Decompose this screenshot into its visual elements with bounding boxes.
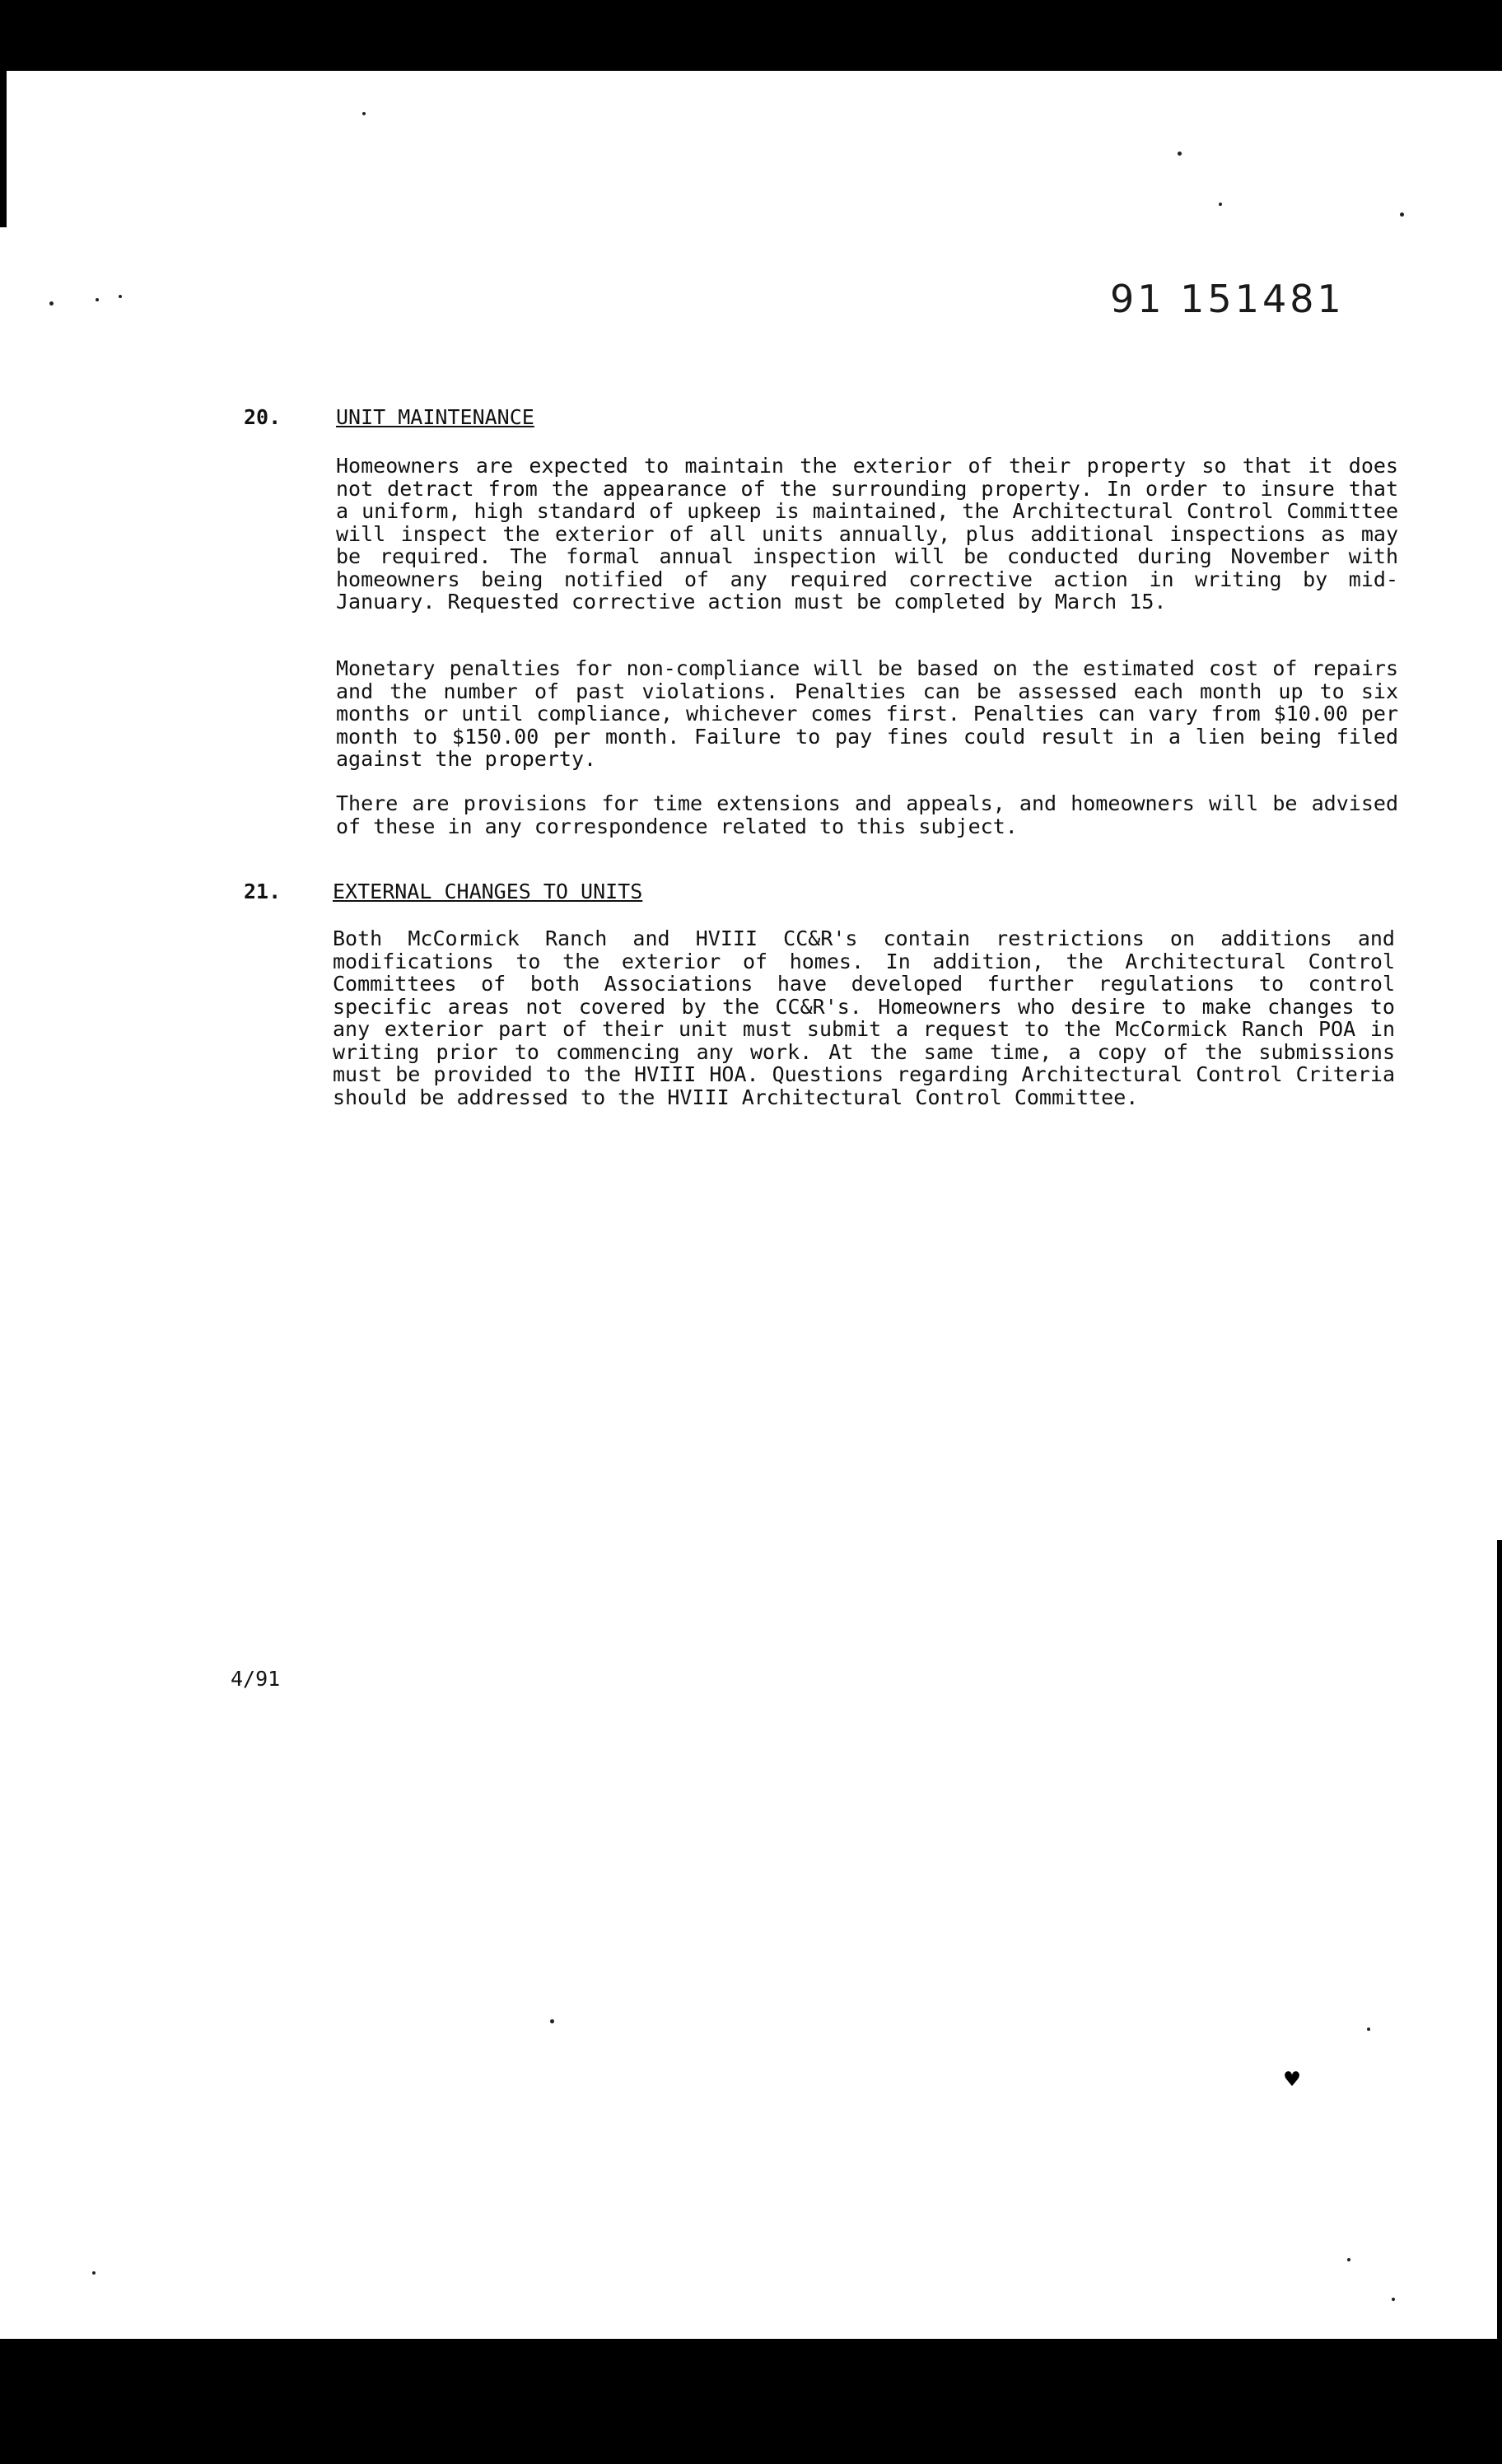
scan-top-border bbox=[0, 0, 1502, 71]
scan-bottom-notch bbox=[0, 2408, 339, 2464]
scan-speck bbox=[49, 301, 54, 306]
document-number: 91 151481 bbox=[1110, 277, 1345, 321]
scan-speck bbox=[1400, 212, 1404, 217]
scan-speck bbox=[1367, 2028, 1370, 2031]
section-title: UNIT MAINTENANCE bbox=[336, 405, 534, 429]
scan-right-edge bbox=[1497, 1540, 1502, 2339]
scan-speck bbox=[1392, 2298, 1395, 2301]
revision-date: 4/91 bbox=[231, 1667, 281, 1691]
scan-speck bbox=[1178, 152, 1182, 156]
scan-speck bbox=[96, 298, 99, 301]
section-paragraph: Monetary penalties for non-compliance will be based on the estimated cost of repairs and the number of past violations. Penalties can be assessed each month up to six months or until compliance, whichever comes first. Penalties can vary from $10.00 per month to $150.00 per month. Failure to pay fines could result in a lien being filed against the property. bbox=[336, 656, 1398, 771]
scan-speck bbox=[362, 112, 366, 115]
section-paragraph: Homeowners are expected to maintain the exterior of their property so that it does not detract from the appearance of the surrounding property. In order to insure that a uniform, high standard of upkeep is maintained, the Architectural Control Committee will inspect the exterior of all units annually, plus additional inspections as may be required. The formal annual inspection will be conducted during November with homeowners being notified of any required corrective action in writing by mid-January. Requested corrective action must be completed by March 15. bbox=[336, 454, 1398, 614]
section-title: EXTERNAL CHANGES TO UNITS bbox=[333, 880, 643, 903]
scan-mark: ♥ bbox=[1285, 2065, 1300, 2094]
scan-speck bbox=[1219, 203, 1222, 206]
section-paragraph: There are provisions for time extensions and appeals, and homeowners will be advised of these in any correspondence related to this subject. bbox=[336, 791, 1398, 838]
scan-left-edge bbox=[0, 71, 7, 227]
section-number: 21. bbox=[244, 880, 282, 903]
scan-speck bbox=[1347, 2258, 1350, 2261]
scan-speck bbox=[92, 2271, 96, 2275]
scan-speck bbox=[119, 295, 122, 298]
section-number: 20. bbox=[244, 405, 282, 429]
section-paragraph: Both McCormick Ranch and HVIII CC&R's contain restrictions on additions and modifications to the exterior of homes. In addition, the Architectural Control Committees of both Associations have developed further regulations to control specific areas not covered by the CC&R's. Homeowners who desire to make changes to any exterior part of their unit must submit a request to the McCormick Ranch POA in writing prior to commencing any work. At the same time, a copy of the submissions must be provided to the HVIII HOA. Questions regarding Architectural Control Criteria should be addressed to the HVIII Architectural Control Committee. bbox=[333, 926, 1395, 1109]
scan-speck bbox=[550, 2019, 554, 2023]
